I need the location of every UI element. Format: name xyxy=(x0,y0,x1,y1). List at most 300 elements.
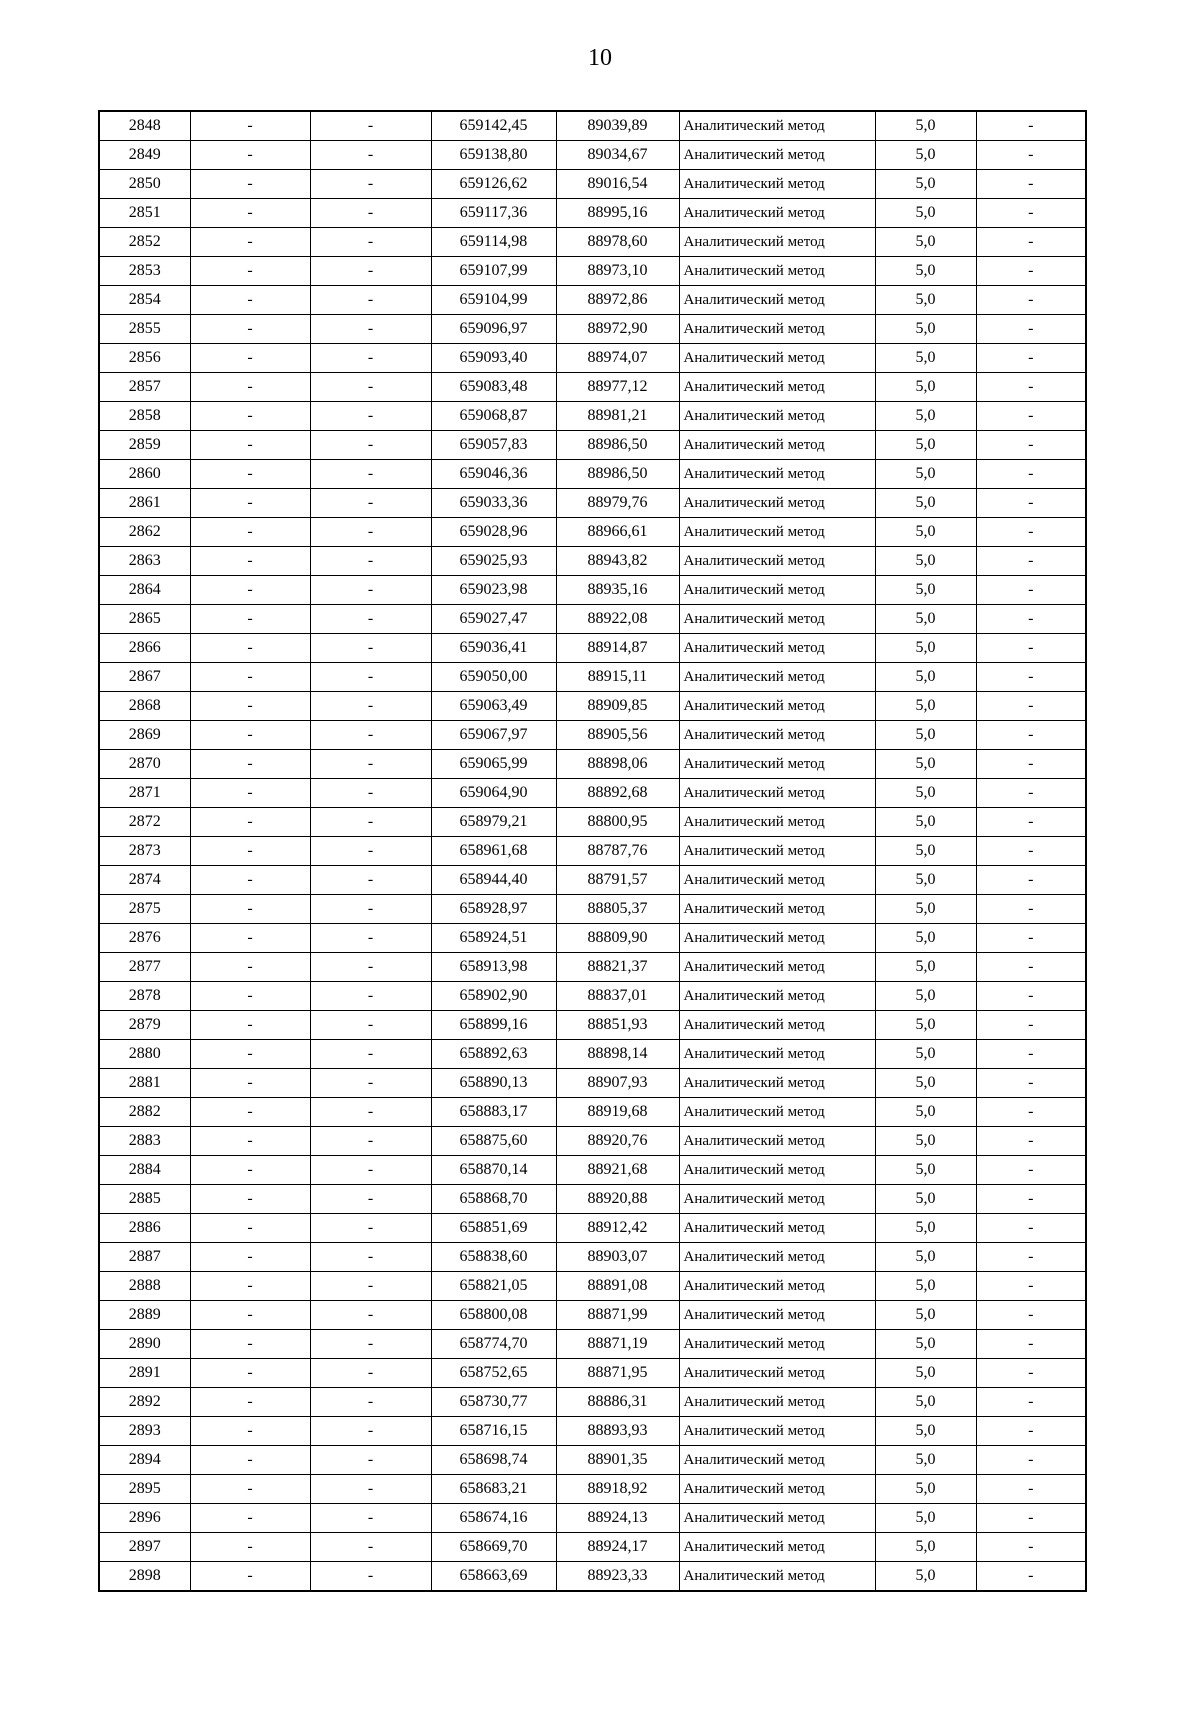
cell-old-y: - xyxy=(310,402,431,431)
cell-description: - xyxy=(976,1446,1086,1475)
cell-y-coordinate: 88886,31 xyxy=(556,1388,679,1417)
cell-old-x: - xyxy=(190,1533,310,1562)
cell-description: - xyxy=(976,1011,1086,1040)
cell-y-coordinate: 88973,10 xyxy=(556,257,679,286)
cell-y-coordinate: 88891,08 xyxy=(556,1272,679,1301)
cell-accuracy: 5,0 xyxy=(875,141,976,170)
cell-old-y: - xyxy=(310,111,431,141)
cell-accuracy: 5,0 xyxy=(875,344,976,373)
table-row xyxy=(99,808,1086,837)
cell-x-coordinate: 658821,05 xyxy=(431,1272,556,1301)
cell-x-coordinate: 659104,99 xyxy=(431,286,556,315)
cell-x-coordinate: 658683,21 xyxy=(431,1475,556,1504)
cell-method: Аналитический метод xyxy=(679,344,875,373)
cell-point-number: 2868 xyxy=(99,692,190,721)
cell-old-x: - xyxy=(190,344,310,373)
cell-x-coordinate: 659083,48 xyxy=(431,373,556,402)
cell-old-x: - xyxy=(190,257,310,286)
cell-description: - xyxy=(976,1156,1086,1185)
cell-old-y: - xyxy=(310,518,431,547)
cell-old-y: - xyxy=(310,1185,431,1214)
cell-old-y: - xyxy=(310,634,431,663)
table-row xyxy=(99,1330,1086,1359)
cell-description: - xyxy=(976,605,1086,634)
cell-description: - xyxy=(976,547,1086,576)
table-row xyxy=(99,1243,1086,1272)
cell-old-x: - xyxy=(190,1127,310,1156)
cell-point-number: 2865 xyxy=(99,605,190,634)
cell-accuracy: 5,0 xyxy=(875,373,976,402)
cell-point-number: 2881 xyxy=(99,1069,190,1098)
cell-description: - xyxy=(976,750,1086,779)
cell-description: - xyxy=(976,170,1086,199)
cell-method: Аналитический метод xyxy=(679,228,875,257)
cell-old-y: - xyxy=(310,576,431,605)
cell-point-number: 2879 xyxy=(99,1011,190,1040)
cell-method: Аналитический метод xyxy=(679,141,875,170)
cell-x-coordinate: 659067,97 xyxy=(431,721,556,750)
cell-old-y: - xyxy=(310,1098,431,1127)
cell-old-y: - xyxy=(310,953,431,982)
cell-old-y: - xyxy=(310,1272,431,1301)
cell-y-coordinate: 88918,92 xyxy=(556,1475,679,1504)
cell-description: - xyxy=(976,257,1086,286)
cell-y-coordinate: 88921,68 xyxy=(556,1156,679,1185)
cell-method: Аналитический метод xyxy=(679,692,875,721)
cell-description: - xyxy=(976,1417,1086,1446)
cell-accuracy: 5,0 xyxy=(875,1562,976,1592)
cell-method: Аналитический метод xyxy=(679,924,875,953)
table-row xyxy=(99,953,1086,982)
cell-accuracy: 5,0 xyxy=(875,953,976,982)
table-row xyxy=(99,1214,1086,1243)
cell-accuracy: 5,0 xyxy=(875,663,976,692)
cell-old-x: - xyxy=(190,286,310,315)
cell-old-x: - xyxy=(190,1359,310,1388)
cell-old-x: - xyxy=(190,1388,310,1417)
cell-description: - xyxy=(976,518,1086,547)
cell-x-coordinate: 659027,47 xyxy=(431,605,556,634)
cell-point-number: 2880 xyxy=(99,1040,190,1069)
cell-description: - xyxy=(976,692,1086,721)
cell-method: Аналитический метод xyxy=(679,1243,875,1272)
cell-method: Аналитический метод xyxy=(679,895,875,924)
cell-old-y: - xyxy=(310,460,431,489)
cell-description: - xyxy=(976,837,1086,866)
table-row xyxy=(99,111,1086,141)
cell-old-y: - xyxy=(310,1127,431,1156)
cell-method: Аналитический метод xyxy=(679,257,875,286)
cell-point-number: 2869 xyxy=(99,721,190,750)
cell-x-coordinate: 658928,97 xyxy=(431,895,556,924)
cell-y-coordinate: 88851,93 xyxy=(556,1011,679,1040)
cell-y-coordinate: 88935,16 xyxy=(556,576,679,605)
cell-y-coordinate: 88966,61 xyxy=(556,518,679,547)
cell-y-coordinate: 88905,56 xyxy=(556,721,679,750)
cell-old-x: - xyxy=(190,1214,310,1243)
cell-y-coordinate: 88943,82 xyxy=(556,547,679,576)
cell-method: Аналитический метод xyxy=(679,547,875,576)
cell-point-number: 2849 xyxy=(99,141,190,170)
cell-point-number: 2886 xyxy=(99,1214,190,1243)
cell-x-coordinate: 659028,96 xyxy=(431,518,556,547)
table-row xyxy=(99,141,1086,170)
table-row xyxy=(99,1272,1086,1301)
cell-point-number: 2885 xyxy=(99,1185,190,1214)
cell-point-number: 2878 xyxy=(99,982,190,1011)
cell-old-x: - xyxy=(190,1504,310,1533)
cell-old-x: - xyxy=(190,431,310,460)
cell-point-number: 2855 xyxy=(99,315,190,344)
table-row xyxy=(99,344,1086,373)
cell-accuracy: 5,0 xyxy=(875,1446,976,1475)
cell-accuracy: 5,0 xyxy=(875,605,976,634)
cell-old-x: - xyxy=(190,953,310,982)
table-row xyxy=(99,1504,1086,1533)
cell-x-coordinate: 658838,60 xyxy=(431,1243,556,1272)
cell-old-y: - xyxy=(310,170,431,199)
cell-point-number: 2863 xyxy=(99,547,190,576)
cell-y-coordinate: 88809,90 xyxy=(556,924,679,953)
cell-method: Аналитический метод xyxy=(679,1533,875,1562)
cell-method: Аналитический метод xyxy=(679,808,875,837)
cell-x-coordinate: 658890,13 xyxy=(431,1069,556,1098)
cell-old-x: - xyxy=(190,1562,310,1592)
cell-description: - xyxy=(976,576,1086,605)
cell-description: - xyxy=(976,431,1086,460)
cell-accuracy: 5,0 xyxy=(875,518,976,547)
cell-point-number: 2860 xyxy=(99,460,190,489)
cell-point-number: 2871 xyxy=(99,779,190,808)
cell-accuracy: 5,0 xyxy=(875,1475,976,1504)
cell-accuracy: 5,0 xyxy=(875,808,976,837)
cell-x-coordinate: 659064,90 xyxy=(431,779,556,808)
table-row xyxy=(99,1156,1086,1185)
cell-method: Аналитический метод xyxy=(679,431,875,460)
cell-y-coordinate: 88901,35 xyxy=(556,1446,679,1475)
cell-accuracy: 5,0 xyxy=(875,1272,976,1301)
cell-accuracy: 5,0 xyxy=(875,489,976,518)
cell-description: - xyxy=(976,344,1086,373)
cell-old-x: - xyxy=(190,1272,310,1301)
cell-old-x: - xyxy=(190,518,310,547)
cell-old-x: - xyxy=(190,1475,310,1504)
cell-old-y: - xyxy=(310,373,431,402)
cell-old-y: - xyxy=(310,605,431,634)
table-row xyxy=(99,489,1086,518)
cell-point-number: 2850 xyxy=(99,170,190,199)
cell-method: Аналитический метод xyxy=(679,518,875,547)
cell-old-y: - xyxy=(310,779,431,808)
table-row xyxy=(99,402,1086,431)
cell-accuracy: 5,0 xyxy=(875,1417,976,1446)
cell-method: Аналитический метод xyxy=(679,750,875,779)
cell-y-coordinate: 88920,76 xyxy=(556,1127,679,1156)
cell-accuracy: 5,0 xyxy=(875,1359,976,1388)
cell-method: Аналитический метод xyxy=(679,1388,875,1417)
cell-y-coordinate: 88787,76 xyxy=(556,837,679,866)
table-row xyxy=(99,1562,1086,1592)
cell-old-y: - xyxy=(310,1040,431,1069)
cell-old-x: - xyxy=(190,1156,310,1185)
cell-x-coordinate: 659025,93 xyxy=(431,547,556,576)
cell-old-x: - xyxy=(190,663,310,692)
cell-description: - xyxy=(976,779,1086,808)
table-row xyxy=(99,924,1086,953)
cell-point-number: 2896 xyxy=(99,1504,190,1533)
cell-old-y: - xyxy=(310,663,431,692)
cell-old-x: - xyxy=(190,1098,310,1127)
cell-x-coordinate: 658902,90 xyxy=(431,982,556,1011)
cell-method: Аналитический метод xyxy=(679,779,875,808)
cell-point-number: 2887 xyxy=(99,1243,190,1272)
cell-x-coordinate: 659126,62 xyxy=(431,170,556,199)
cell-description: - xyxy=(976,1359,1086,1388)
cell-x-coordinate: 659107,99 xyxy=(431,257,556,286)
cell-point-number: 2862 xyxy=(99,518,190,547)
cell-description: - xyxy=(976,895,1086,924)
cell-old-x: - xyxy=(190,199,310,228)
cell-y-coordinate: 88995,16 xyxy=(556,199,679,228)
cell-description: - xyxy=(976,953,1086,982)
table-row xyxy=(99,1533,1086,1562)
cell-point-number: 2851 xyxy=(99,199,190,228)
cell-accuracy: 5,0 xyxy=(875,111,976,141)
cell-accuracy: 5,0 xyxy=(875,1011,976,1040)
cell-accuracy: 5,0 xyxy=(875,1040,976,1069)
cell-old-y: - xyxy=(310,721,431,750)
cell-point-number: 2894 xyxy=(99,1446,190,1475)
cell-description: - xyxy=(976,1475,1086,1504)
cell-y-coordinate: 88924,17 xyxy=(556,1533,679,1562)
table-row xyxy=(99,1359,1086,1388)
table-row xyxy=(99,1417,1086,1446)
cell-method: Аналитический метод xyxy=(679,982,875,1011)
cell-old-x: - xyxy=(190,1243,310,1272)
cell-y-coordinate: 88986,50 xyxy=(556,431,679,460)
cell-x-coordinate: 659057,83 xyxy=(431,431,556,460)
cell-accuracy: 5,0 xyxy=(875,634,976,663)
cell-y-coordinate: 88972,86 xyxy=(556,286,679,315)
cell-old-y: - xyxy=(310,228,431,257)
table-row xyxy=(99,663,1086,692)
cell-description: - xyxy=(976,373,1086,402)
cell-old-x: - xyxy=(190,1417,310,1446)
cell-description: - xyxy=(976,982,1086,1011)
table-row xyxy=(99,1127,1086,1156)
cell-description: - xyxy=(976,1272,1086,1301)
cell-point-number: 2875 xyxy=(99,895,190,924)
cell-description: - xyxy=(976,634,1086,663)
cell-x-coordinate: 659046,36 xyxy=(431,460,556,489)
cell-old-x: - xyxy=(190,1446,310,1475)
cell-method: Аналитический метод xyxy=(679,1359,875,1388)
cell-y-coordinate: 88974,07 xyxy=(556,344,679,373)
cell-point-number: 2872 xyxy=(99,808,190,837)
cell-x-coordinate: 659142,45 xyxy=(431,111,556,141)
cell-description: - xyxy=(976,228,1086,257)
cell-point-number: 2892 xyxy=(99,1388,190,1417)
cell-method: Аналитический метод xyxy=(679,199,875,228)
cell-method: Аналитический метод xyxy=(679,1156,875,1185)
cell-old-x: - xyxy=(190,111,310,141)
cell-accuracy: 5,0 xyxy=(875,982,976,1011)
cell-point-number: 2877 xyxy=(99,953,190,982)
cell-old-y: - xyxy=(310,982,431,1011)
cell-old-y: - xyxy=(310,924,431,953)
cell-y-coordinate: 88898,06 xyxy=(556,750,679,779)
cell-old-x: - xyxy=(190,489,310,518)
cell-x-coordinate: 659036,41 xyxy=(431,634,556,663)
cell-method: Аналитический метод xyxy=(679,460,875,489)
cell-y-coordinate: 88981,21 xyxy=(556,402,679,431)
cell-method: Аналитический метод xyxy=(679,1301,875,1330)
cell-point-number: 2848 xyxy=(99,111,190,141)
cell-point-number: 2873 xyxy=(99,837,190,866)
cell-x-coordinate: 658868,70 xyxy=(431,1185,556,1214)
cell-old-y: - xyxy=(310,1562,431,1592)
cell-x-coordinate: 659063,49 xyxy=(431,692,556,721)
cell-point-number: 2874 xyxy=(99,866,190,895)
cell-x-coordinate: 659093,40 xyxy=(431,344,556,373)
cell-method: Аналитический метод xyxy=(679,1417,875,1446)
table-row xyxy=(99,199,1086,228)
cell-y-coordinate: 89034,67 xyxy=(556,141,679,170)
cell-point-number: 2890 xyxy=(99,1330,190,1359)
cell-old-y: - xyxy=(310,344,431,373)
cell-old-x: - xyxy=(190,982,310,1011)
cell-accuracy: 5,0 xyxy=(875,315,976,344)
cell-method: Аналитический метод xyxy=(679,170,875,199)
cell-point-number: 2867 xyxy=(99,663,190,692)
cell-description: - xyxy=(976,489,1086,518)
cell-accuracy: 5,0 xyxy=(875,1533,976,1562)
cell-description: - xyxy=(976,1243,1086,1272)
cell-old-y: - xyxy=(310,1011,431,1040)
cell-old-y: - xyxy=(310,1388,431,1417)
cell-accuracy: 5,0 xyxy=(875,1214,976,1243)
cell-point-number: 2876 xyxy=(99,924,190,953)
cell-description: - xyxy=(976,141,1086,170)
cell-point-number: 2895 xyxy=(99,1475,190,1504)
cell-method: Аналитический метод xyxy=(679,489,875,518)
table-row xyxy=(99,1446,1086,1475)
cell-old-x: - xyxy=(190,576,310,605)
cell-method: Аналитический метод xyxy=(679,1040,875,1069)
cell-accuracy: 5,0 xyxy=(875,402,976,431)
cell-x-coordinate: 658961,68 xyxy=(431,837,556,866)
table-row xyxy=(99,1098,1086,1127)
cell-accuracy: 5,0 xyxy=(875,1243,976,1272)
table-row xyxy=(99,170,1086,199)
cell-old-y: - xyxy=(310,141,431,170)
cell-y-coordinate: 88821,37 xyxy=(556,953,679,982)
cell-point-number: 2897 xyxy=(99,1533,190,1562)
cell-x-coordinate: 658979,21 xyxy=(431,808,556,837)
cell-y-coordinate: 89016,54 xyxy=(556,170,679,199)
cell-point-number: 2859 xyxy=(99,431,190,460)
cell-accuracy: 5,0 xyxy=(875,924,976,953)
cell-y-coordinate: 88871,95 xyxy=(556,1359,679,1388)
cell-point-number: 2882 xyxy=(99,1098,190,1127)
cell-old-y: - xyxy=(310,866,431,895)
cell-old-y: - xyxy=(310,1417,431,1446)
cell-description: - xyxy=(976,1214,1086,1243)
cell-x-coordinate: 658663,69 xyxy=(431,1562,556,1592)
cell-old-x: - xyxy=(190,1185,310,1214)
cell-method: Аналитический метод xyxy=(679,1098,875,1127)
cell-method: Аналитический метод xyxy=(679,1214,875,1243)
cell-accuracy: 5,0 xyxy=(875,779,976,808)
cell-x-coordinate: 659023,98 xyxy=(431,576,556,605)
cell-x-coordinate: 658674,16 xyxy=(431,1504,556,1533)
cell-method: Аналитический метод xyxy=(679,1069,875,1098)
cell-old-y: - xyxy=(310,315,431,344)
cell-description: - xyxy=(976,315,1086,344)
cell-accuracy: 5,0 xyxy=(875,1330,976,1359)
cell-description: - xyxy=(976,1098,1086,1127)
cell-accuracy: 5,0 xyxy=(875,692,976,721)
cell-method: Аналитический метод xyxy=(679,663,875,692)
cell-old-x: - xyxy=(190,1040,310,1069)
cell-x-coordinate: 658892,63 xyxy=(431,1040,556,1069)
cell-x-coordinate: 659117,36 xyxy=(431,199,556,228)
table-row xyxy=(99,750,1086,779)
table-row xyxy=(99,605,1086,634)
cell-old-y: - xyxy=(310,1533,431,1562)
cell-old-y: - xyxy=(310,1504,431,1533)
cell-old-x: - xyxy=(190,373,310,402)
cell-y-coordinate: 88871,99 xyxy=(556,1301,679,1330)
cell-x-coordinate: 659033,36 xyxy=(431,489,556,518)
cell-y-coordinate: 88893,93 xyxy=(556,1417,679,1446)
cell-old-y: - xyxy=(310,431,431,460)
cell-method: Аналитический метод xyxy=(679,866,875,895)
cell-x-coordinate: 658800,08 xyxy=(431,1301,556,1330)
cell-old-y: - xyxy=(310,547,431,576)
cell-x-coordinate: 659068,87 xyxy=(431,402,556,431)
cell-method: Аналитический метод xyxy=(679,1475,875,1504)
cell-old-x: - xyxy=(190,895,310,924)
cell-accuracy: 5,0 xyxy=(875,1185,976,1214)
cell-method: Аналитический метод xyxy=(679,634,875,663)
cell-old-y: - xyxy=(310,1359,431,1388)
table-row xyxy=(99,518,1086,547)
cell-x-coordinate: 658899,16 xyxy=(431,1011,556,1040)
cell-description: - xyxy=(976,1562,1086,1592)
cell-old-x: - xyxy=(190,692,310,721)
cell-description: - xyxy=(976,1533,1086,1562)
cell-old-y: - xyxy=(310,1214,431,1243)
cell-description: - xyxy=(976,1330,1086,1359)
cell-point-number: 2866 xyxy=(99,634,190,663)
cell-old-y: - xyxy=(310,1330,431,1359)
cell-description: - xyxy=(976,663,1086,692)
cell-method: Аналитический метод xyxy=(679,1562,875,1592)
cell-old-x: - xyxy=(190,141,310,170)
cell-description: - xyxy=(976,1388,1086,1417)
cell-old-x: - xyxy=(190,721,310,750)
cell-old-y: - xyxy=(310,257,431,286)
cell-accuracy: 5,0 xyxy=(875,170,976,199)
cell-method: Аналитический метод xyxy=(679,605,875,634)
cell-y-coordinate: 88892,68 xyxy=(556,779,679,808)
cell-y-coordinate: 88972,90 xyxy=(556,315,679,344)
cell-y-coordinate: 88915,11 xyxy=(556,663,679,692)
cell-y-coordinate: 89039,89 xyxy=(556,111,679,141)
cell-point-number: 2858 xyxy=(99,402,190,431)
cell-y-coordinate: 88977,12 xyxy=(556,373,679,402)
